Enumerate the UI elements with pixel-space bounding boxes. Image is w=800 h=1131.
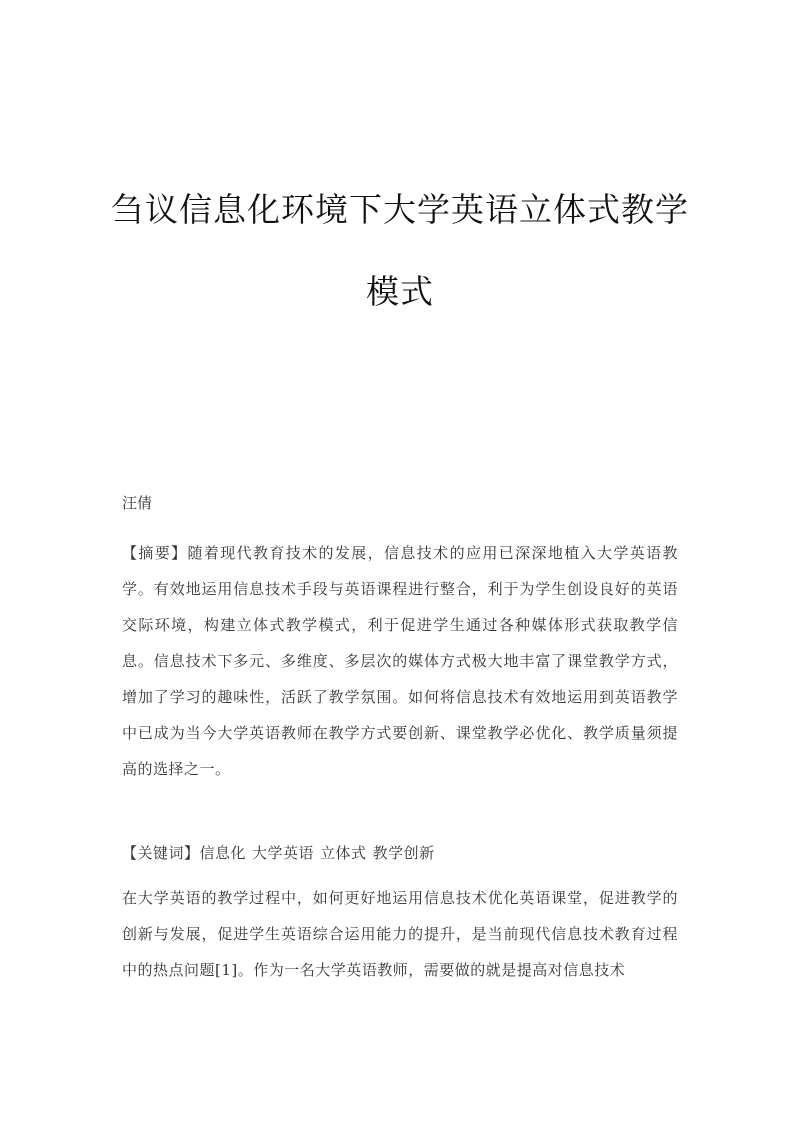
document-title-line-1: 刍议信息化环境下大学英语立体式教学 — [111, 190, 689, 229]
keyword: 信息化 — [199, 844, 247, 862]
body-paragraph: 在大学英语的教学过程中，如何更好地运用信息技术优化英语课堂，促进教学的创新与发展，促进学生英语综合运用能力的提升，是当前现代信息技术教育过程中的热点问题[1]。作为一名大学英语教师，需要做的就是提高对信息技术 — [122, 889, 678, 979]
document-title-line-2: 模式 — [366, 272, 434, 311]
abstract-paragraph — [122, 535, 678, 787]
keyword: 立体式 — [320, 844, 367, 862]
keywords-paragraph — [122, 835, 678, 871]
abstract-label: 【摘要】 — [122, 544, 188, 562]
keywords-label: 【关键词】 — [122, 844, 200, 862]
keyword: 大学英语 — [252, 844, 315, 862]
keyword: 教学创新 — [372, 844, 435, 862]
author-name: 汪倩 — [122, 494, 153, 512]
abstract-text: 随着现代教育技术的发展，信息技术的应用已深深地植入大学英语教学。有效地运用信息技术手段与英语课程进行整合，利于为学生创设良好的英语交际环境，构建立体式教学模式，利于促进学生通过各种媒体形式获取教学信息。信息技术下多元、多维度、多层次的媒体方式极大地丰富了课堂教学方式，增加了学习的趣味性，活跃了教学氛围。如何将信息技术有效地运用到英语教学中已成为当今大学英语教师在教学方式要创新、课堂教学必优化、教学质量须提高的选择之一。 — [122, 544, 678, 778]
